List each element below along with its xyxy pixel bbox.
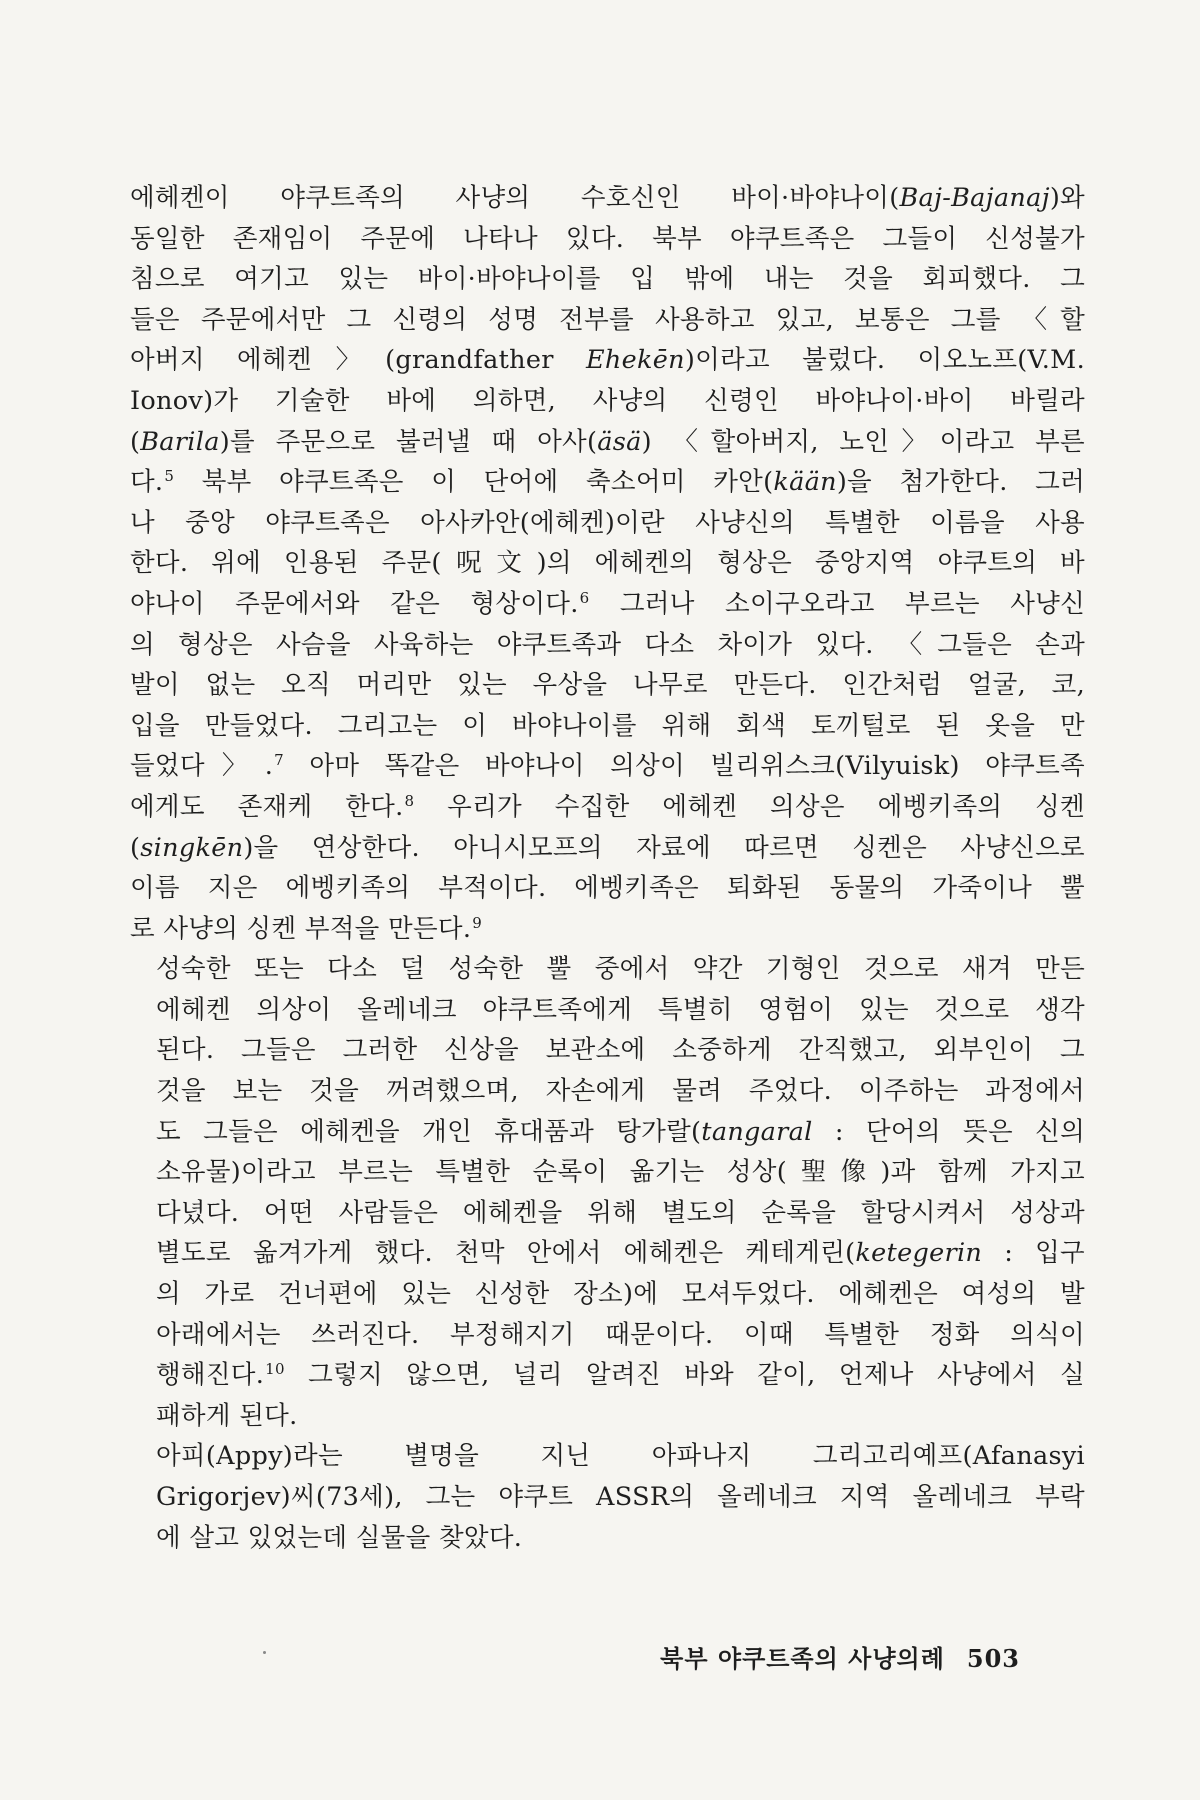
text-run: 에헤켄 의상이 올레네크 야쿠트족에게 특별히 영험이 있는 것으로 생각 — [156, 994, 1085, 1025]
italic-term: ketegerin — [855, 1238, 983, 1269]
text-run: 의 가로 건너편에 있는 신성한 장소)에 모셔두었다. 에헤켄은 여성의 발 — [156, 1279, 1085, 1310]
footnote-marker: 8 — [404, 791, 415, 810]
text-line — [130, 1436, 1085, 1477]
text-line — [130, 1030, 1085, 1071]
paragraph-2 — [130, 949, 1085, 1436]
paragraph-1 — [130, 178, 1085, 949]
text-run: 성숙한 또는 다소 덜 성숙한 뿔 중에서 약간 기형인 것으로 새겨 만든 — [156, 954, 1085, 985]
text-run: : 입구 — [982, 1238, 1085, 1269]
text-run: )를 주문으로 불러낼 때 아사( — [219, 426, 598, 457]
text-run: 로 사냥의 싱켄 부적을 만든다. — [130, 913, 472, 944]
text-run: 우리가 수집한 에헤켄 의상은 에벵키족의 싱켄 — [414, 791, 1085, 822]
italic-term: äsä — [597, 426, 642, 457]
text-run: 야나이 주문에서와 같은 형상이다. — [130, 588, 579, 619]
footnote-marker: 5 — [164, 467, 175, 486]
text-run: Ionov)가 기술한 바에 의하면, 사냥의 신령인 바야나이·바이 바릴라 — [130, 385, 1085, 416]
text-line — [130, 1274, 1085, 1315]
text-line — [130, 503, 1085, 544]
italic-term: Barila — [140, 426, 220, 457]
running-footer — [660, 1639, 1020, 1674]
text-line — [130, 1315, 1085, 1356]
text-run: 된다. 그들은 그러한 신상을 보관소에 소중하게 간직했고, 외부인이 그 — [156, 1035, 1085, 1066]
text-line — [130, 1355, 1085, 1396]
text-line — [130, 746, 1085, 787]
text-run: 에 살고 있었는데 실물을 찾았다. — [156, 1522, 523, 1553]
running-title: 북부 야쿠트족의 사냥의례 — [660, 1644, 945, 1673]
text-run: )이라고 불렀다. 이오노프(V.M. — [684, 345, 1085, 376]
text-line — [130, 584, 1085, 625]
text-run: 한다. 위에 인용된 주문(呪文)의 에헤켄의 형상은 중앙지역 야쿠트의 바 — [130, 548, 1085, 579]
text-line — [130, 1233, 1085, 1274]
text-run: : 단어의 뜻은 신의 — [812, 1116, 1085, 1147]
text-run: 그렇지 않으면, 널리 알려진 바와 같이, 언제나 사냥에서 실 — [284, 1360, 1085, 1391]
italic-term: kään — [773, 467, 837, 498]
italic-term: Ehekēn — [585, 345, 685, 376]
text-line — [130, 665, 1085, 706]
text-line — [130, 828, 1085, 869]
text-line — [130, 1112, 1085, 1153]
footnote-marker: 10 — [265, 1360, 285, 1379]
text-run: 발이 없는 오직 머리만 있는 우상을 나무로 만든다. 인간처럼 얼굴, 코, — [130, 670, 1085, 701]
text-run: 에게도 존재케 한다. — [130, 791, 404, 822]
text-run: 입을 만들었다. 그리고는 이 바야나이를 위해 회색 토끼털로 된 옷을 만 — [130, 710, 1085, 741]
text-run: 의 형상은 사슴을 사육하는 야쿠트족과 다소 차이가 있다. 〈그들은 손과 — [130, 629, 1085, 660]
paragraph-3 — [130, 1436, 1085, 1558]
text-line — [130, 1396, 1085, 1437]
text-run: 들은 주문에서만 그 신령의 성명 전부를 사용하고 있고, 보통은 그를 〈할 — [130, 304, 1085, 335]
text-line — [130, 462, 1085, 503]
text-run: 동일한 존재임이 주문에 나타나 있다. 북부 야쿠트족은 그들이 신성불가 — [130, 223, 1085, 254]
text-line — [130, 300, 1085, 341]
text-line — [130, 259, 1085, 300]
text-line — [130, 990, 1085, 1031]
italic-term: tangaral — [701, 1116, 813, 1147]
text-run: ) 〈할아버지, 노인〉이라고 부른 — [641, 426, 1085, 457]
text-line — [130, 1518, 1085, 1559]
text-line — [130, 706, 1085, 747]
text-run: 이름 지은 에벵키족의 부적이다. 에벵키족은 퇴화된 동물의 가죽이나 뿔 — [130, 873, 1085, 904]
text-run: 나 중앙 야쿠트족은 아사카안(에헤켄)이란 사냥신의 특별한 이름을 사용 — [130, 507, 1085, 538]
text-line — [130, 868, 1085, 909]
text-run: 소유물)이라고 부르는 특별한 순록이 옮기는 성상(聖像)과 함께 가지고 — [156, 1157, 1085, 1188]
text-line — [130, 381, 1085, 422]
text-run: 행해진다. — [156, 1360, 265, 1391]
text-run: 도 그들은 에헤켄을 개인 휴대품과 탕가랄( — [156, 1116, 702, 1147]
text-run: 에헤켄이 야쿠트족의 사냥의 수호신인 바이·바야나이( — [130, 183, 900, 213]
text-run: 아마 똑같은 바야나이 의상이 빌리위스크(Vilyuisk) 야쿠트족 — [283, 751, 1085, 782]
text-run: 패하게 된다. — [156, 1400, 298, 1431]
text-line — [130, 909, 1085, 950]
text-run: ( — [130, 426, 141, 457]
text-run: 들었다〉. — [130, 751, 274, 782]
footnote-marker: 9 — [472, 913, 483, 932]
italic-term: singkēn — [140, 832, 244, 863]
text-line — [130, 1193, 1085, 1234]
text-run: Grigorjev)씨(73세), 그는 야쿠트 ASSR의 올레네크 지역 올레네크 부락 — [156, 1482, 1085, 1512]
text-run: 아버지 에헤켄〉(grandfather — [130, 345, 586, 376]
text-run: 것을 보는 것을 꺼려했으며, 자손에게 물려 주었다. 이주하는 과정에서 — [156, 1076, 1085, 1107]
body-text — [130, 178, 1085, 1558]
text-line — [130, 949, 1085, 990]
text-line — [130, 1152, 1085, 1193]
text-line — [130, 219, 1085, 260]
text-run: 아래에서는 쓰러진다. 부정해지기 때문이다. 이때 특별한 정화 의식이 — [156, 1319, 1085, 1350]
text-line — [130, 340, 1085, 381]
text-run: 다. — [130, 467, 164, 498]
text-run: )을 연상한다. 아니시모프의 자료에 따르면 싱켄은 사냥신으로 — [243, 832, 1085, 863]
print-speck — [263, 1651, 266, 1654]
text-run: ( — [130, 832, 141, 863]
text-line — [130, 1477, 1085, 1518]
text-line — [130, 178, 1085, 219]
text-line — [130, 1071, 1085, 1112]
text-run: 다녔다. 어떤 사람들은 에헤켄을 위해 별도의 순록을 할당시켜서 성상과 — [156, 1197, 1085, 1228]
text-run: 침으로 여기고 있는 바이·바야나이를 입 밖에 내는 것을 회피했다. 그 — [130, 264, 1085, 295]
text-run: 아피(Appy)라는 별명을 지닌 아파나지 그리고리예프(Afanasyi — [156, 1441, 1085, 1472]
footnote-marker: 6 — [579, 588, 590, 607]
text-run: 그러나 소이구오라고 부르는 사냥신 — [589, 588, 1085, 619]
footnote-marker: 7 — [274, 751, 284, 770]
italic-term: Baj-Bajanaj — [899, 183, 1050, 213]
text-run: )을 첨가한다. 그러 — [836, 467, 1086, 498]
page-number: 503 — [966, 1644, 1020, 1673]
text-run: 별도로 옮겨가게 했다. 천막 안에서 에헤켄은 케테게린( — [156, 1238, 856, 1269]
text-run: 북부 야쿠트족은 이 단어에 축소어미 카안( — [174, 467, 774, 498]
text-line — [130, 422, 1085, 463]
text-line — [130, 625, 1085, 666]
text-run: )와 — [1049, 183, 1085, 213]
text-line — [130, 787, 1085, 828]
text-line — [130, 543, 1085, 584]
